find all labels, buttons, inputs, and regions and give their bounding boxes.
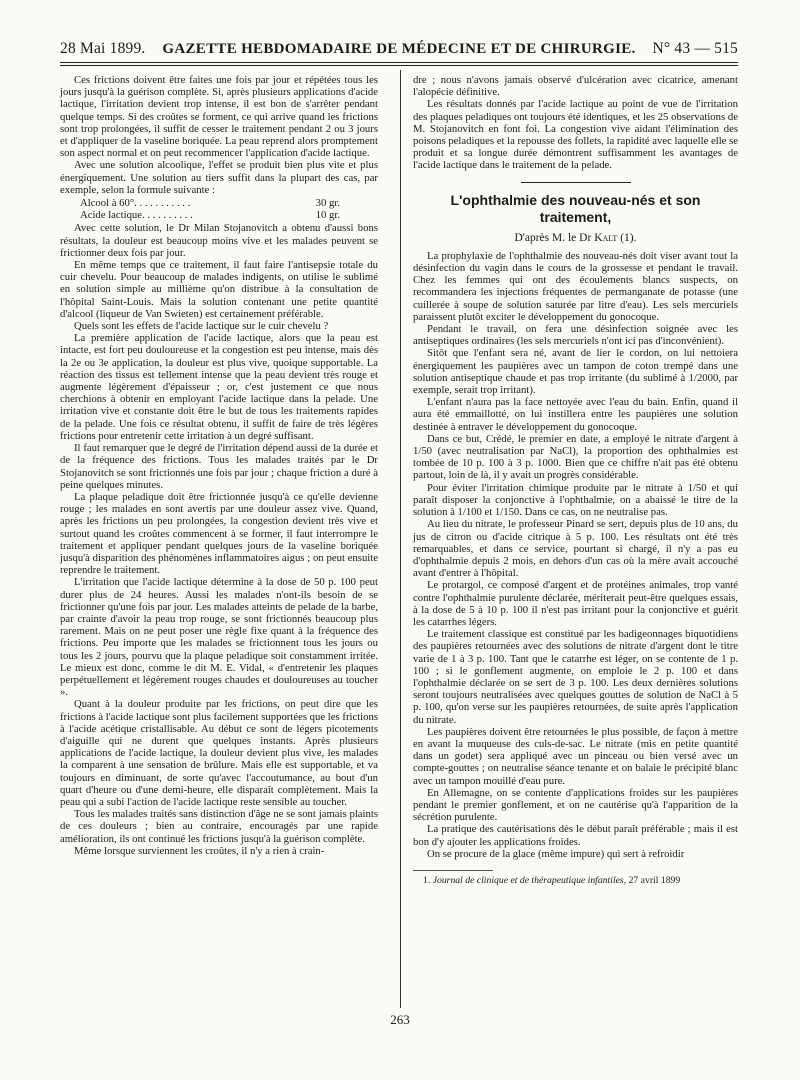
paragraph: dre ; nous n'avons jamais observé d'ulcération avec cicatrice, amenant l'alopécie définitive. <box>413 74 738 99</box>
formula-amount: 30 gr. <box>315 197 340 210</box>
paragraph: Tous les malades traités sans distinction d'âge ne se sont jamais plaints de ces douleurs ; bien au contraire, encouragés par une rapide amélioration, ils ont continué les frictions jusqu'à la guérison complète. <box>60 808 378 845</box>
paragraph: Les résultats donnés par l'acide lactique au point de vue de l'irritation des plaques peladiques ont toujours été identiques, et les 25 observations de M. Stojanovitch en font foi. La congestion vive aidant l'élimination des poisons peladiques et la repousse des follets, la rapidité avec laquelle elle se produit et sa longue durée démontrent suffisamment les avantages de l'acide lactique dans le traitement de la pelade. <box>413 98 738 172</box>
paragraph: Avec cette solution, le Dr Milan Stojanovitch a obtenu d'aussi bons résultats, la douleur est beaucoup moins vive et les malades peuvent se frictionner deux fois par jour. <box>60 222 378 259</box>
paragraph: Le traitement classique est constitué par les badigeonnages biquotidiens des paupières retournées avec des solutions de nitrate d'argent dont le titre varie de 1 à 3 p. 100. Tant que le catarrhe est léger, on se contente de 1 p. 100 ; si le gonflement augmente, on emploie le 2 p. 100 et dans l'ophthalmie déclarée on se sert de 3 p. 100. Les deux dernières solutions seront toujours neutralisées avec quelques gouttes de solution de NaCl à 5 p. 100, qu'on verse sur les paupières retournées, de suite après l'application du nitrate. <box>413 628 738 726</box>
paragraph: Sitôt que l'enfant sera né, avant de lier le cordon, on lui nettoiera énergiquement les paupières avec un tampon de coton trempé dans une solution antiseptique chaude et pas trop irritante (du sublimé à 1/2000, par exemple, serait trop irritant). <box>413 347 738 397</box>
paragraph: On se procure de la glace (même impure) qui sert à refroidir <box>427 847 685 860</box>
article-title: L'ophthalmie des nouveau-nés et son traitement, <box>450 191 701 225</box>
paragraph: Dans ce but, Crédé, le premier en date, a employé le nitrate d'argent à 1/50 (avec neutralisation par NaCl), la proportion des ophthalmies est tombée de 10 p. 100 à 3 p. 1000. Bien que ce chiffre n'ait pas été obtenu partout, loin de là, il y avait un progrès considérable. <box>413 432 738 482</box>
formula-ingredient: Alcool à 60°. . . . . . . . . . . <box>80 197 191 210</box>
paragraph: L'enfant n'aura pas la face nettoyée avec l'eau du bain. Enfin, quand il aura été emmaillotté, on lui instillera entre les paupières une solution destinée à entraver le développement du gonocoque. <box>413 396 738 433</box>
paragraph: Quels sont les effets de l'acide lactique sur le cuir chevelu ? <box>74 320 329 333</box>
byline-author: Kalt <box>594 231 618 244</box>
footnote-rule <box>413 870 493 871</box>
right-column <box>413 74 738 886</box>
issue-page-number: N° 43 — 515 <box>652 40 738 57</box>
paragraph: L'irritation que l'acide lactique détermine à la dose de 50 p. 100 peut durer plus de 24 heures. Aussi les malades n'ont-ils besoin de se frictionner qu'une fois par jour. Les malades atteints de pelade de la barbe, par crainte d'avoir la peau trop rouge, se sont frictionnés beaucoup plus rarement. Mais on ne peut poser une règle fixe quant à la fréquence des frictions. Peu importe que les malades se frictionnent tous les jours ou tous les 2 jours, pourvu que la plaque peladique soit constamment irritée. Le mieux est donc, comme le dit M. E. Vidal, « d'entretenir les plaques perpétuellement et légèrement rouges chaudes et douloureuses au toucher ». <box>60 576 378 699</box>
paragraph: Le protargol, ce composé d'argent et de protéines animales, trop vanté contre l'ophthalmie purulente déclarée, mériterait peut-être quelques essais, à la dose de 5 à 10 p. 100 il n'est pas irritant pour la conjonctive et guérit les catarrhes légers. <box>413 579 738 628</box>
running-header <box>60 40 738 58</box>
issue-date: 28 Mai 1899. <box>60 40 146 57</box>
paragraph: Ces frictions doivent être faites une fois par jour et répétées tous les jours jusqu'à la guérison complète. Si, après plusieurs applications d'acide lactique, l'irritation devient trop intense, il est bon de s'arrêter pendant quelque temps. Si des croûtes se forment, ce qui arrive quand les frictions sont trop prolongées, il suffit de cesser le traitement pendant 2 ou 3 jours et d'appliquer de la vaseline boriquée. La peau reprend alors promptement son aspect normal et on peut recommencer l'application d'acide lactique. <box>60 74 378 160</box>
formula-row <box>80 209 340 221</box>
byline-footnote-ref: (1). <box>620 231 637 244</box>
header-rule-double <box>60 65 738 66</box>
header-rule <box>60 62 738 63</box>
paragraph: Quant à la douleur produite par les frictions, on peut dire que les frictions à l'acide lactique sont plus facilement supportées que les frictions à l'acide acétique cristallisable. Au début ce sont de légers picotements d'aiguille qui ne durent que quelques instants. Après plusieurs applications de l'acide lactique, la douleur devient plus vive, les malades la comparent à une sensation de brûlure. Mais elle est supportable, et va toujours en diminuant, de sorte qu'avec l'accoutumance, au bout d'un quart d'heure ou d'une demi-heure, elle disparaît complètement. Mais la peau qui a subi l'action de l'acide lactique reste sensible au toucher. <box>60 698 378 808</box>
paragraph: La prophylaxie de l'ophthalmie des nouveau-nés doit viser avant tout la désinfection du vagin dans le cours de la grossesse et pendant le travail. Chez les femmes qui ont des écoulements blancs suspects, on recommandera les injections fréquentes de permanganate de potasse (une cuillerée à soupe de solution saturée par litre d'eau). Les sels mercuriels paraissent plutôt exciter le développement du gonocoque. <box>413 249 738 323</box>
paragraph: En même temps que ce traitement, il faut faire l'antisepsie totale du cuir chevelu. Pour beaucoup de malades indigents, on utilise le sublimé en solution simple au millième qu'on distribue à la consultation de l'hôpital Saint-Louis. Mais la solution contenant une petite quantité d'alcool (liqueur de Van Swieten) est certainement préférable. <box>60 259 378 320</box>
formula-amount: 10 gr. <box>315 209 340 222</box>
paragraph: Pendant le travail, on fera une désinfection soignée avec les antiseptiques ordinaires (les sels mercuriels n'ont ici pas d'inconvénient). <box>413 323 738 348</box>
paragraph: Il faut remarquer que le degré de l'irritation dépend aussi de la durée et de la fréquence des frictions. Tous les malades traités par le Dr Stojanovitch se sont frictionnés une fois par jour ; chaque friction a duré à peine quelques minutes. <box>60 442 378 491</box>
paragraph: Pour éviter l'irritation chimique produite par le nitrate à 1/50 et qui paraît disposer la conjonctive à l'ophthalmie, on a abaissé le titre de la solution à 1/100 et 1/150. Dans ce cas, on ne neutralise pas. <box>413 481 738 519</box>
journal-title: GAZETTE HEBDOMADAIRE DE MÉDECINE ET DE CHIRURGIE. <box>162 41 636 57</box>
footnote-date: 27 avril 1899 <box>628 874 681 886</box>
paragraph: En Allemagne, on se contente d'applications froides sur les paupières pendant le premier gonflement, et on ne cautérise qu'à l'apparition de la sécrétion purulente. <box>413 786 738 824</box>
column-divider <box>400 70 401 1008</box>
paragraph: Avec une solution alcoolique, l'effet se produit bien plus vite et plus énergiquement. Une solution au tiers suffit dans la plupart des cas, par exemple, selon la formule suivante : <box>60 159 378 196</box>
formula <box>80 197 378 221</box>
paragraph: La première application de l'acide lactique, alors que la peau est intacte, est fort peu douloureuse et la congestion est peu intense, mais dès la 2e ou 3e application, la douleur est plus vive, quoique supportable. La réaction des tissus est tellement intense que la peau devient très rouge et augmente légèrement d'épaisseur ; or, c'est justement ce que nous cherchions à obtenir en employant l'acide lactique dans la pelade. Une irritation vive et constante doit être le but de tous les traitements rapides de la pelade. Une fois ce résultat obtenu, il suffit de faire de très légères frictions pour entretenir cette irritation à un degré suffisant. <box>60 332 378 442</box>
footnote-source: Journal de clinique et de thérapeutique infantiles, <box>432 874 627 886</box>
page-number: 263 <box>390 1012 410 1027</box>
article-byline <box>413 232 738 244</box>
paragraph: Les paupières doivent être retournées le plus possible, de façon à mettre en avant la muqueuse des culs-de-sac. Le nitrate (mis en petite quantité dans un godet) sera appliqué avec un pinceau ou bien versé avec un compte-gouttes ; on neutralise séance tenante et on balaie le précipité blanc avec un tampon mouillé d'eau pure. <box>413 725 738 787</box>
left-column <box>60 74 378 857</box>
section-separator <box>521 182 631 183</box>
footnote <box>413 875 738 886</box>
byline-prefix: D'après M. le Dr <box>514 231 592 244</box>
paragraph: La plaque peladique doit être frictionnée jusqu'à ce qu'elle devienne rouge ; les malades en sont avertis par une douleur assez vive. Quand, après les frictions un peu prolongées, la congestion devient très vive et surtout quand les croûtes commencent à se former, il faut interrompre le traitement et appliquer pendant quelques jours de la vaseline boriquée jusqu'à disparition des phénomènes inflammatoires aigus ; on peut ensuite reprendre le traitement. <box>60 490 378 577</box>
paragraph: La pratique des cautérisations dès le début paraît préférable ; mais il est bon d'y ajouter les applications froides. <box>413 823 738 848</box>
formula-row <box>80 197 340 209</box>
paragraph: Au lieu du nitrate, le professeur Pinard se sert, depuis plus de 10 ans, du jus de citron ou d'acide citrique à 5 p. 100. Les résultats ont été très remarquables, et dans ce service, pourtant si chargé, il n'y a pas eu d'ophthalmie depuis 2 mois, en dehors d'un cas où la mère avait accouché avant d'entrer à l'hôpital. <box>413 518 738 580</box>
formula-ingredient: Acide lactique. . . . . . . . . . <box>80 209 193 222</box>
paragraph: Même lorsque surviennent les croûtes, il n'y a rien à crain- <box>74 844 325 857</box>
footnote-number: 1. <box>423 874 431 886</box>
